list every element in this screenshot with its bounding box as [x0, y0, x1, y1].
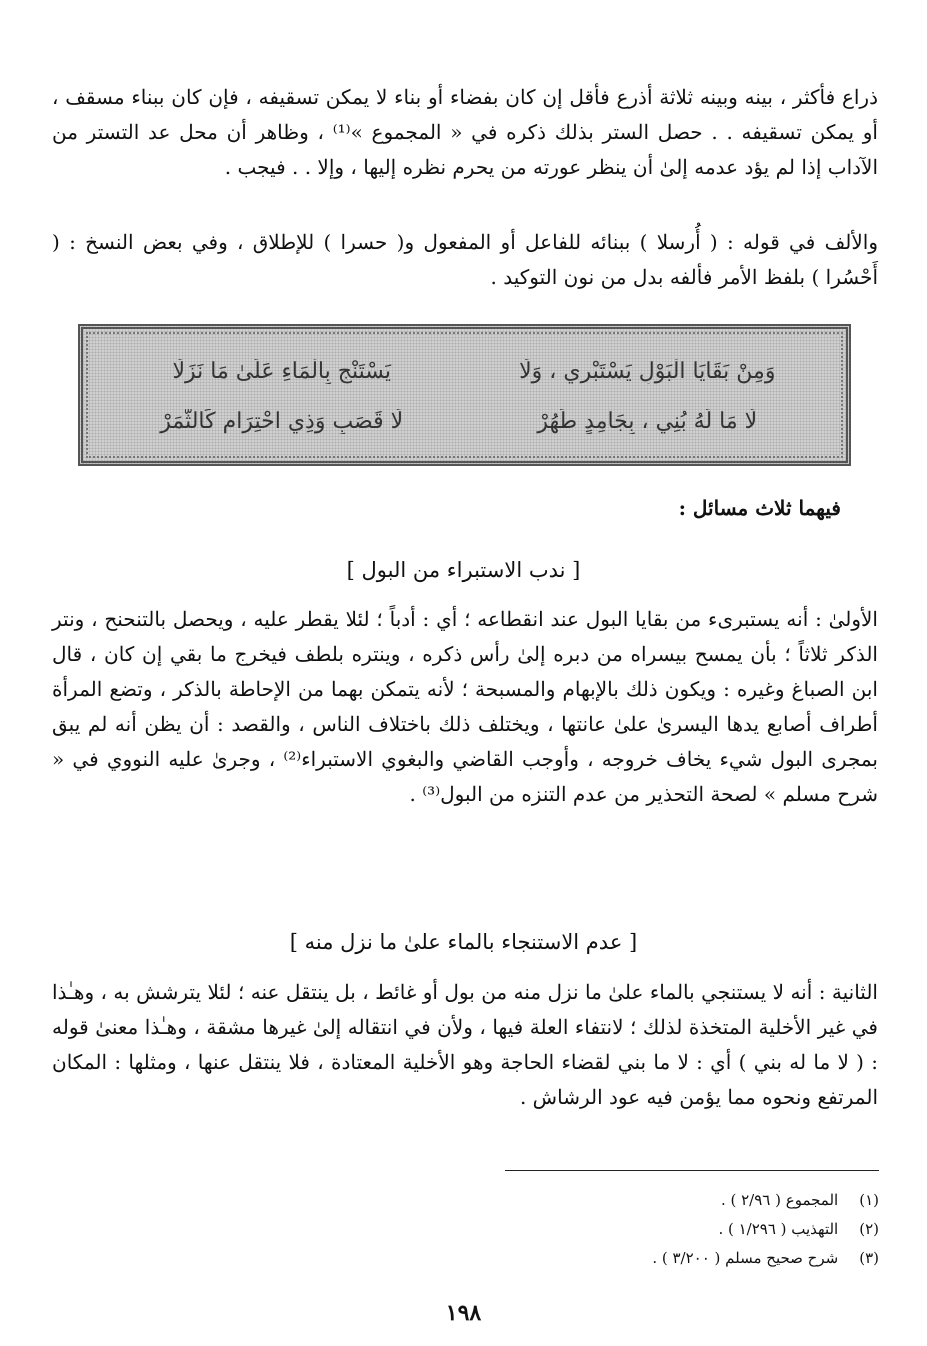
- footnote-number: (٢): [859, 1220, 879, 1238]
- section-heading-istinja: [ عدم الاستنجاء بالماء علىٰ ما نزل منه ]: [289, 930, 638, 954]
- paragraph-second-issue: الثانية : أنه لا يستنجي بالماء علىٰ ما نزل منه من بول أو غائط ، بل ينتقل عنه ؛ لئلا يترشش به ، وهـٰذا في غير الأخلية المتخذة لذلك ؛ لانتفاء العلة فيها ، ولأن في انتقاله إلىٰ غيرها مشقة ، وهـٰذا معنىٰ قوله : ( لا ما له بني ) أي : لا ما بني لقضاء الحاجة وهو الأخلية المعتادة ، فلا ينتقل عنها ، ومثلها : المكان المرتفع ونحوه مما يؤمن فيه عود الرشاش .: [52, 980, 878, 1109]
- paragraph-first-issue: الأولىٰ : أنه يستبرىء من بقايا البول عند انقطاعه ؛ أي : أدباً ؛ لئلا يقطر عليه ، ويحصل بالتنحنح ، ونتر الذكر ثلاثاً ؛ بأن يمسح بيسراه من دبره إلىٰ رأس ذكره ، وينتره بلطف فيخرج ما بقي إن كان ، قال ابن الصباغ وغيره : ويكون ذلك بالإبهام والمسبحة ؛ لأنه يتمكن بهما من الإحاطة بالذكر ، وتضع المرأة أطراف أصابع يدها اليسرىٰ علىٰ عانتها ، ويختلف ذلك باختلاف الناس ، والقصد : أن يظن أنه لم يبق بمجرى البول شيء يخاف خروجه ، وأوجب القاضي والبغوي الاستبراء⁽²⁾ ، وجرىٰ عليه النووي في « شرح مسلم » لصحة التحذير من عدم التنزه من البول⁽³⁾ .: [52, 607, 878, 806]
- verse-1-first-hemistich: وَمِنْ بَقَايَا الْبَوْلِ يَسْتَبْرِي ، وَلَا: [519, 358, 776, 384]
- footnote-item: [379, 1186, 879, 1215]
- footnote-item: [379, 1215, 879, 1244]
- footnote-text: شرح صحيح مسلم ( ٣/٢٠٠ ) .: [652, 1249, 839, 1267]
- verse-1-second-hemistich: يَسْتَنْجِ بِالْمَاءِ عَلَىٰ مَا نَزَلَا: [172, 358, 391, 384]
- section-heading-istibra: [ ندب الاستبراء من البول ]: [346, 558, 581, 582]
- footnote-number: (١): [859, 1191, 879, 1209]
- footnote-item: [379, 1244, 879, 1273]
- footnote-number: (٣): [859, 1249, 879, 1267]
- verse-2-second-hemistich: لَا قَصَبٍ وَذِي احْتِرَامٍ كَالثَّمَرْ: [160, 408, 404, 434]
- footnotes: [379, 1186, 879, 1273]
- footnote-text: المجموع ( ٢/٩٦ ) .: [720, 1191, 839, 1209]
- footnote-text: التهذيب ( ١/٢٩٦ ) .: [718, 1220, 839, 1238]
- paragraph-alif-explanation: والألف في قوله : ( أُرسلا ) ببنائه للفاعل أو المفعول و( حسرا ) للإطلاق ، وفي بعض النسخ : ( أَحْسُرا ) بلفظ الأمر فألفه بدل من نون التوكيد .: [52, 230, 878, 289]
- intro-line: فيهما ثلاث مسائل :: [678, 496, 841, 520]
- verse-line-2: [113, 401, 816, 441]
- verse-line-1: [113, 351, 816, 391]
- footnote-divider: [505, 1170, 879, 1171]
- paragraph-latrine-screening: ذراع فأكثر ، بينه وبينه ثلاثة أذرع فأقل إن كان بفضاء أو بناء لا يمكن تسقيفه ، فإن كان ببناء مسقف ، أو يمكن تسقيفه . . حصل الستر بذلك ذكره في « المجموع »⁽¹⁾ ، وظاهر أن محل عد التستر من الآداب إذا لم يؤد عدمه إلىٰ أن ينظر عورته من يحرم نظره إليها ، وإلا . . فيجب .: [52, 85, 879, 179]
- verse-box: [78, 324, 851, 466]
- page-number: ١٩٨: [445, 1300, 482, 1326]
- verse-2-first-hemistich: لَا مَا لَهُ بُنِي ، بِجَامِدٍ طَهُرْ: [537, 408, 758, 434]
